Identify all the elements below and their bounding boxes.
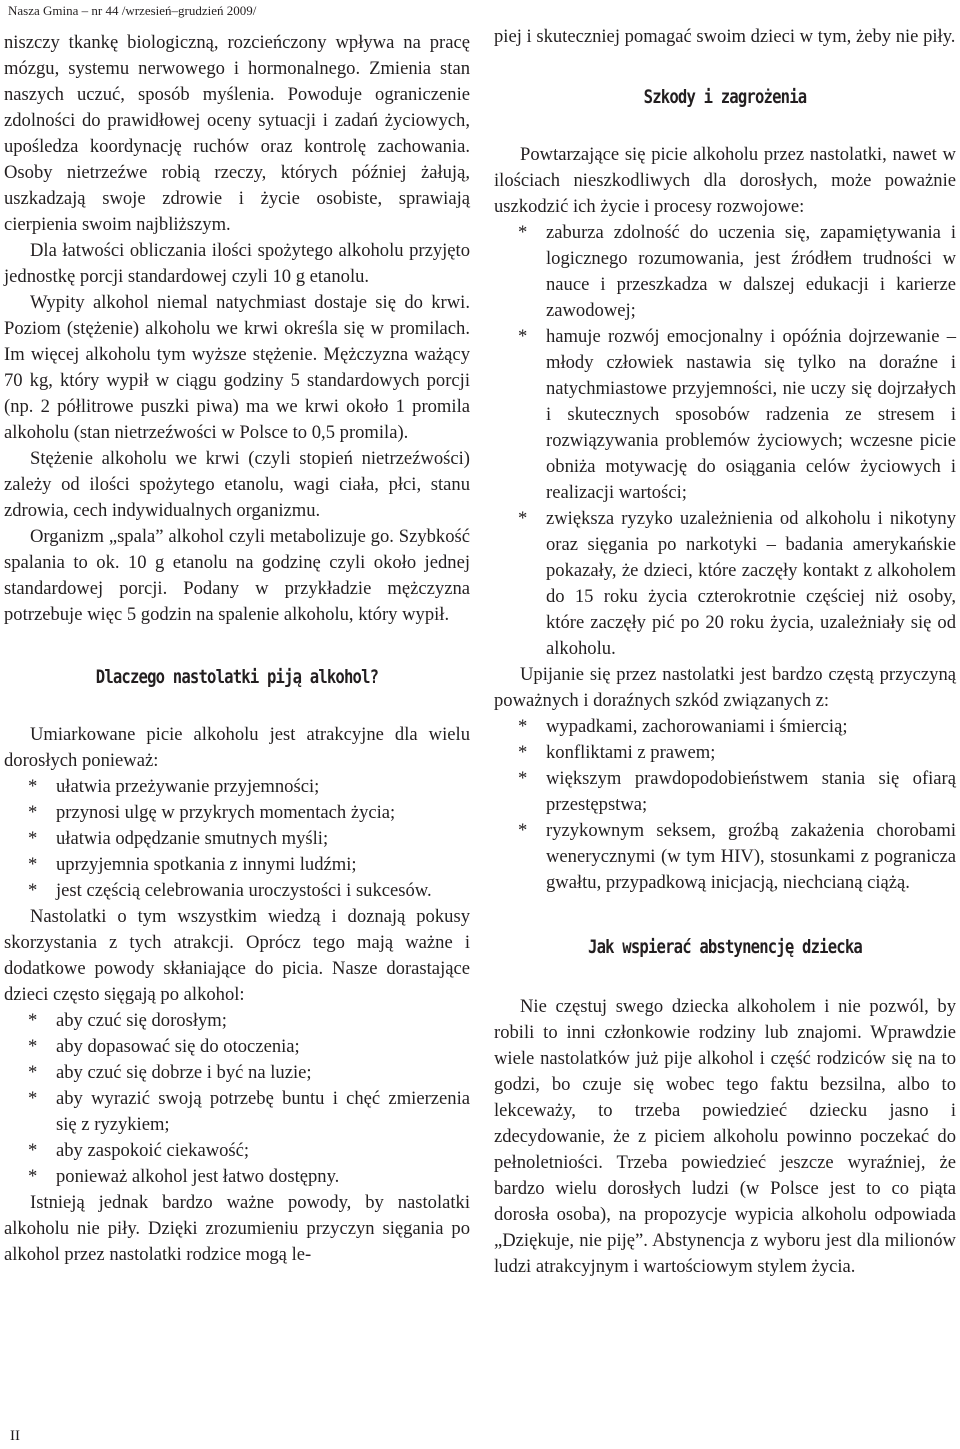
binge-harms-list: [494, 714, 956, 896]
bullet-star: *: [28, 1166, 38, 1187]
running-header: Nasza Gmina – nr 44 /wrzesień–grudzień 2009/: [8, 3, 257, 18]
page-number: II: [10, 1428, 20, 1444]
paragraph-closing: Istnieją jednak bardzo ważne powody, by nastolatki alkoholu nie piły. Dzięki zrozumieniu przyczyn sięgania po alkohol przez nastolatki rodzice mogą le-: [4, 1192, 470, 1265]
list-item: * konfliktami z prawem;: [494, 740, 956, 766]
paragraph-teens-intro: Nastolatki o tym wszystkim wiedzą i doznają pokusy skorzystania z tych atrakcji. Oprócz tego mają ważne i dodatkowe powody skłaniające do picia. Nasze dorastające dzieci często sięgają po alkohol:: [4, 906, 470, 1005]
bullet-star: *: [518, 326, 528, 347]
adults-reasons-list: [4, 774, 470, 904]
left-column-flow: [4, 30, 470, 1268]
bullet-star: *: [518, 820, 528, 841]
list-item: * aby wyrazić swoją potrzebę buntu i chęć zmierzenia się z ryzykiem;: [28, 1088, 470, 1135]
list-item: * ułatwia przeżywanie przyjemności;: [4, 774, 470, 800]
paragraph-adults-intro: Umiarkowane picie alkoholu jest atrakcyjne dla wielu dorosłych ponieważ:: [4, 724, 470, 771]
list-item: * wypadkami, zachorowaniami i śmiercią;: [494, 714, 956, 740]
bullet-star: *: [518, 768, 528, 789]
bullet-star: *: [28, 1036, 38, 1057]
paragraph-concentration: Stężenie alkoholu we krwi (czyli stopień nietrzeźwości) zależy od ilości spożytego etanolu, wagi ciała, płci, stanu zdrowia, cech indywidualnych organizmu.: [4, 448, 470, 521]
list-item: * przynosi ulgę w przykrych momentach życia;: [4, 800, 470, 826]
bullet-star: *: [28, 1010, 38, 1031]
list-item: * hamuje rozwój emocjonalny i opóźnia dojrzewanie – młody człowiek nastawia się tylko na doraźne i natychmiastowe przyjemności, nie uczy się dojrzałych i skutecznych sposobów radzenia ze stresem i rozwiązywania problemów życiowych; wczesne picie obniża motywację do osiągania celów życiowych i realizacji wartości;: [518, 326, 956, 503]
bullet-star: *: [28, 802, 38, 823]
list-item: * aby dopasować się do otoczenia;: [4, 1034, 470, 1060]
list-item: * aby czuć się dobrze i być na luzie;: [4, 1060, 470, 1086]
list-item: * ryzykownym seksem, groźbą zakażenia chorobami wenerycznymi (w tym HIV), stosunkami z pogranicza gwałtu, przypadkową inicjacją, niechcianą ciążą.: [518, 820, 956, 893]
section-heading-support-abstinence: Jak wspierać abstynencję dziecka: [588, 936, 862, 958]
bullet-star: *: [28, 854, 38, 875]
list-item: * jest częścią celebrowania uroczystości i sukcesów.: [4, 878, 470, 904]
paragraph-harms-intro: Powtarzające się picie alkoholu przez nastolatki, nawet w ilościach nieszkodliwych dla dorosłych, może poważnie uszkodzić ich życie i procesy rozwojowe:: [494, 144, 956, 217]
bullet-star: *: [28, 880, 38, 901]
list-item: * aby zaspokoić ciekawość;: [4, 1138, 470, 1164]
bullet-star: *: [28, 1140, 38, 1161]
list-item: * uprzyjemnia spotkania z innymi ludźmi;: [4, 852, 470, 878]
paragraph-binge-intro: Upijanie się przez nastolatki jest bardzo częstą przyczyną poważnych i doraźnych szkód związanych z:: [494, 664, 956, 711]
bullet-star: *: [28, 1088, 38, 1109]
bullet-star: *: [28, 1062, 38, 1083]
section-heading-why-teens-drink: Dlaczego nastolatki piją alkohol?: [95, 666, 379, 688]
section-heading-harms: Szkody i zagrożenia: [643, 86, 807, 108]
bullet-star: *: [518, 742, 528, 763]
bullet-star: *: [518, 222, 528, 243]
paragraph-blood-alcohol: Wypity alkohol niemal natychmiast dostaje się do krwi. Poziom (stężenie) alkoholu we krwi określa się w promilach. Im więcej alkoholu tym wyższe stężenie. Mężczyzna ważący 70 kg, który wypił w ciągu godziny 5 standardowych porcji (np. 2 półlitrowe puszki piwa) ma we krwi około 1 promila alkoholu (stan nietrzeźwości w Polsce to 0,5 promila).: [4, 292, 470, 443]
bullet-star: *: [518, 508, 528, 529]
paragraph-support-advice: Nie częstuj swego dziecka alkoholem i nie pozwól, by robili to inni członkowie rodziny lub znajomi. Wprawdzie wiele nastolatków już pije alkohol i część rodziców się na to godzi, bo czuje się wobec tego faktu bezsilna, albo to lekceważy, to trzeba powiedzieć dziecku jasno i zdecydowanie, że z piciem alkoholu powinno poczekać do pełnoletniości. Trzeba powiedzieć jeszcze wyraźniej, że bardzo wielu dorosłych ludzi (w Polsce jest to co piąta dorosła osoba), na propozycje wypicia alkoholu odpowiada „Dziękuje, nie piję”. Abstynencja z wyboru jest dla milionów ludzi atrakcyjnym i wartościowym stylem życia.: [494, 996, 956, 1277]
teens-reasons-list: [4, 1008, 470, 1190]
list-item: * ułatwia odpędzanie smutnych myśli;: [4, 826, 470, 852]
bullet-star: *: [518, 716, 528, 737]
paragraph-standard-portion: Dla łatwości obliczania ilości spożytego alkoholu przyjęto jednostkę porcji standardowej czyli 10 g etanolu.: [4, 240, 470, 287]
bullet-star: *: [28, 828, 38, 849]
harms-list: [494, 220, 956, 662]
right-column-flow: [494, 24, 956, 1280]
list-item: * zaburza zdolność do uczenia się, zapamiętywania i logicznego rozumowania, jest źródłem trudności w nauce i przeszkadza w dalszej edukacji i karierze zawodowej;: [518, 222, 956, 321]
list-item: * większym prawdopodobieństwem stania się ofiarą przestępstwa;: [518, 768, 956, 815]
list-item: * ponieważ alkohol jest łatwo dostępny.: [4, 1164, 470, 1190]
paragraph-continuation: niszczy tkankę biologiczną, rozcieńczony wpływa na pracę mózgu, systemu nerwowego i hormonalnego. Zmienia stan naszych uczuć, sposób myślenia. Powoduje ograniczenie zdolności do prawidłowej oceny sytuacji i zadań życiowych, upośledza koordynację ruchów oraz kontrolę zachowania. Osoby nietrzeźwe robią rzeczy, których później żałują, uszkadzają swoje zdrowie i życie osobiste, sprawiają cierpienia swoim najbliższym.: [4, 32, 470, 235]
paragraph-metabolism: Organizm „spala” alkohol czyli metabolizuje go. Szybkość spalania to ok. 10 g etanolu na godzinę czyli około jednej standardowej porcji. Podany w przykładzie mężczyzna potrzebuje więc 5 godzin na spalenie alkoholu, który wypił.: [4, 526, 470, 625]
list-item: * aby czuć się dorosłym;: [4, 1008, 470, 1034]
paragraph-continuation-right: piej i skuteczniej pomagać swoim dzieci w tym, żeby nie piły.: [494, 26, 956, 47]
bullet-star: *: [28, 776, 38, 797]
list-item: * zwiększa ryzyko uzależnienia od alkoholu i nikotyny oraz sięgania po narkotyki – badania amerykańskie pokazały, że dzieci, które zaczęły kontakt z alkoholem do 15 roku życia czterokrotnie częściej niż osoby, które zaczęły pić po 20 roku życia, uzależniały się od alkoholu.: [518, 508, 956, 659]
